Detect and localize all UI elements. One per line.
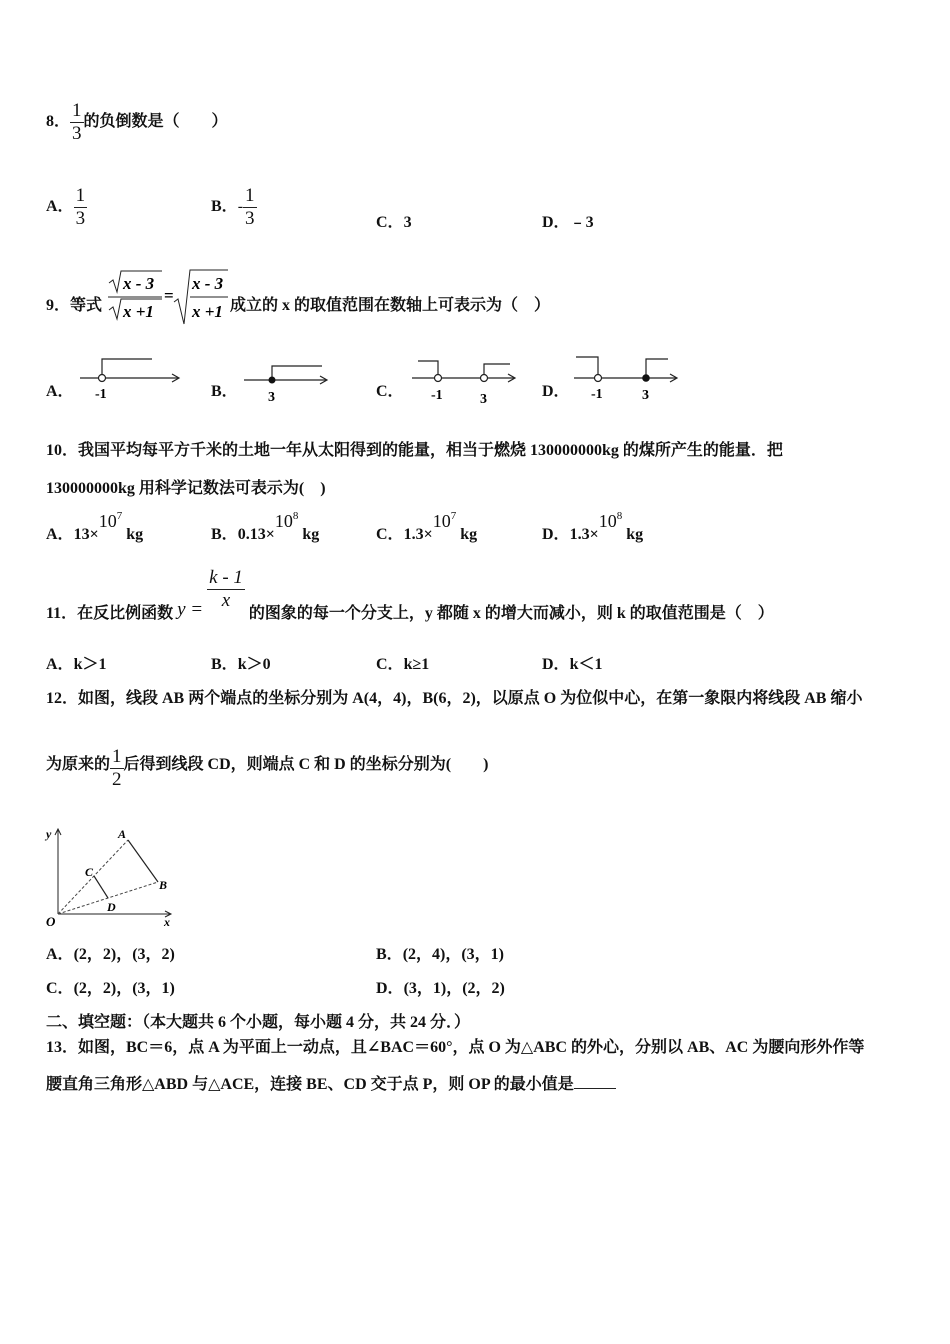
q13-line2: 腰直角三角形△ABD 与△ACE，连接 BE、CD 交于点 P，则 OP 的最小值是 xyxy=(46,1071,616,1094)
q10-option-b[interactable]: B．$0.13\times 10^8$ kg xyxy=(211,510,320,543)
q10-line2: 130000000kg 用科学记数法可表示为( ) xyxy=(46,480,326,497)
q9-stem xyxy=(46,292,102,315)
q11-stem: 11．在反比例函数 y = $\frac{k - 1}{x}$ 的图象的每一个分支上，y 都随 x 的增大而减小，则 k 的取值范围是（ ） xyxy=(46,567,774,623)
q10-line1: 10．我国平均每平方千米的土地一年从太阳得到的能量，相当于燃烧 130000000kg 的煤所产生的能量．把 xyxy=(46,442,783,459)
q8-option-c[interactable]: C．3 xyxy=(376,214,412,231)
q12-figure xyxy=(42,824,178,930)
q9-option-d-label[interactable]: D． xyxy=(542,383,570,400)
q12-option-d[interactable]: D．(3，1)，(2，2) xyxy=(376,980,505,997)
q9-equation xyxy=(106,268,230,326)
q8-option-a[interactable]: A． $\frac{1}{3}$ xyxy=(46,185,86,229)
q9-option-b-numberline[interactable] xyxy=(242,354,332,404)
q9-equals: = xyxy=(164,286,174,305)
svg-text:-1: -1 xyxy=(431,388,443,403)
q8-stem xyxy=(46,100,228,145)
q9-text: 成立的 x 的取值范围在数轴上可表示为（ ） xyxy=(230,297,551,314)
q9-number: 9．等式 xyxy=(46,297,103,314)
svg-text:A: A xyxy=(118,827,127,841)
q12-line1: 12．如图，线段 AB 两个端点的坐标分别为 A(4，4)，B(6，2)，以原点 O 为位似中心，在第一象限内将线段 AB 缩小 xyxy=(46,690,863,707)
q12-option-c[interactable]: C．(2，2)，(3，1) xyxy=(46,980,175,997)
svg-text:y: y xyxy=(46,827,52,841)
q9-rad-den-right: x +1 xyxy=(192,302,223,321)
svg-text:C: C xyxy=(85,865,94,879)
svg-text:3: 3 xyxy=(480,392,487,406)
q9-option-c-numberline[interactable] xyxy=(410,354,522,406)
q12-option-b[interactable]: B．(2，4)，(3，1) xyxy=(376,946,505,963)
section-2-title: 二、填空题：（本大题共 6 个小题，每小题 4 分，共 24 分．） xyxy=(46,1014,471,1031)
q9-rad-num-left: x - 3 xyxy=(123,274,155,293)
svg-text:-1: -1 xyxy=(95,387,107,402)
q9-option-c-label[interactable]: C． xyxy=(376,383,404,400)
q9-option-b-label[interactable]: B． xyxy=(211,383,238,400)
q8-number: 8． xyxy=(46,113,71,131)
q10-option-c[interactable]: C．$1.3\times 10^7$ kg xyxy=(376,510,478,543)
q11-option-b[interactable]: B．k＞0 xyxy=(211,656,271,673)
svg-text:D: D xyxy=(107,900,116,914)
q13-answer-blank[interactable] xyxy=(574,1074,616,1089)
q8-option-d[interactable]: D．﹣3 xyxy=(542,214,594,231)
q12-line2: 为原来的 $\frac{1}{2}$ 后得到线段 CD，则端点 C 和 D 的坐标分别为( ) xyxy=(46,746,489,790)
q9-option-a-numberline[interactable] xyxy=(78,354,184,402)
q8-option-b[interactable]: B．- $\frac{1}{3}$ xyxy=(211,185,255,229)
q13-line1: 13．如图，BC＝6，点 A 为平面上一动点，且∠BAC＝60°，点 O 为△ABC 的外心，分别以 AB、AC 为腰向形外作等 xyxy=(46,1039,865,1056)
q8-fraction: $\frac{1}{3}$ xyxy=(72,100,82,144)
q9-rad-num-right: x - 3 xyxy=(192,274,224,293)
q12-option-a[interactable]: A．(2，2)，(3，2) xyxy=(46,946,175,963)
q11-option-c[interactable]: C．k≥1 xyxy=(376,656,430,673)
q9-option-a-label[interactable]: A． xyxy=(46,383,74,400)
svg-text:-1: -1 xyxy=(591,387,603,402)
q9-option-d-numberline[interactable] xyxy=(572,350,682,402)
svg-text:O: O xyxy=(46,914,56,929)
q11-option-a[interactable]: A．k＞1 xyxy=(46,656,107,673)
svg-text:3: 3 xyxy=(642,388,649,402)
q10-option-a[interactable]: A．$13\times 10^7$ kg xyxy=(46,510,144,543)
svg-text:x: x xyxy=(164,915,170,929)
svg-text:3: 3 xyxy=(268,390,275,404)
q10-option-d[interactable]: D．$1.3\times 10^8$ kg xyxy=(542,510,644,543)
q9-rad-den-left: x +1 xyxy=(123,302,154,321)
q11-option-d[interactable]: D．k＜1 xyxy=(542,656,603,673)
svg-text:B: B xyxy=(159,878,168,892)
q8-text: 的负倒数是（ ） xyxy=(83,113,228,131)
